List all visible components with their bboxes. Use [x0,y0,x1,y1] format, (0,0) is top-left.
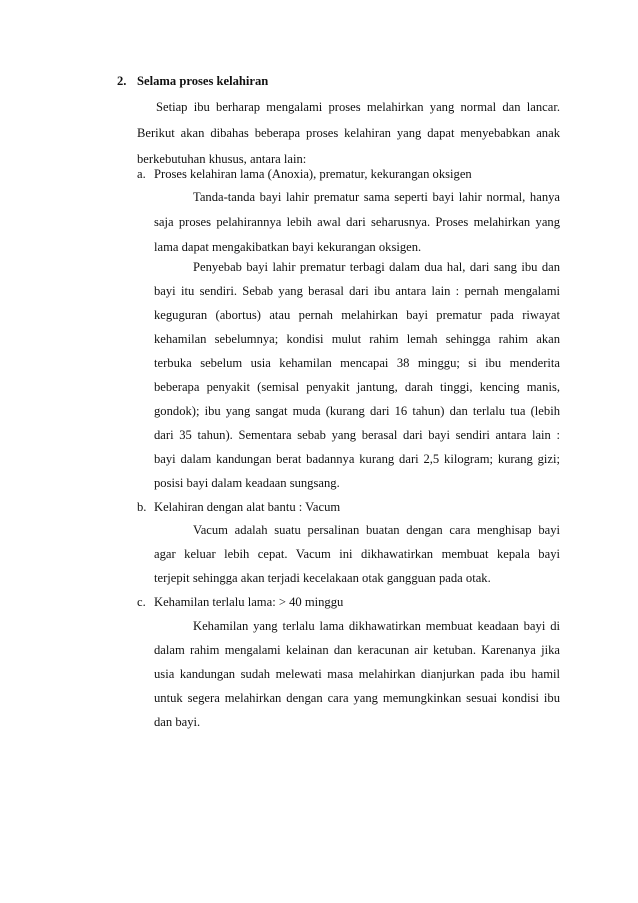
paragraph-line: terbuka sebelum usia kehamilan mencapai 38 minggu; si ibu menderita [154,356,560,370]
paragraph-line: Tanda-tanda bayi lahir prematur sama seperti bayi lahir normal, hanya [193,190,560,204]
paragraph-line: bayi itu sendiri. Sebab yang berasal dari ibu antara lain : pernah mengalami [154,284,560,298]
paragraph-line: Kehamilan yang terlalu lama dikhawatirkan membuat keadaan bayi di [193,619,560,633]
item-c-title: Kehamilan terlalu lama: > 40 minggu [154,595,344,609]
paragraph-line: agar keluar lebih cepat. Vacum ini dikhawatirkan membuat kepala bayi [154,547,560,561]
paragraph-line: untuk segera melahirkan dengan cara yang memungkinkan sesuai kondisi ibu [154,691,560,705]
section-heading: Selama proses kelahiran [137,74,269,88]
paragraph-line: bayi dalam kandungan berat badannya kurang dari 2,5 kilogram; kurang gizi; [154,452,560,466]
paragraph-line: saja proses pelahirannya lebih awal dari seharusnya. Proses melahirkan yang [154,215,560,229]
section-number: 2. [117,74,127,88]
list-marker-c: c. [137,595,146,609]
paragraph-line: dari 35 tahun). Sementara sebab yang berasal dari bayi sendiri antara lain : [154,428,560,442]
paragraph-line: lama dapat mengakibatkan bayi kekurangan oksigen. [154,240,422,254]
intro-line: Berikut akan dibahas beberapa proses kelahiran yang dapat menyebabkan anak [137,126,560,140]
paragraph-line: Penyebab bayi lahir prematur terbagi dalam dua hal, dari sang ibu dan [193,260,560,274]
list-marker-b: b. [137,500,147,514]
paragraph-line: kehamilan sebelumnya; kondisi mulut rahim lemah sehingga rahim akan [154,332,560,346]
paragraph-line: dan bayi. [154,715,201,729]
paragraph-line: posisi bayi dalam keadaan sungsang. [154,476,340,490]
list-marker-a: a. [137,167,146,181]
intro-line: Setiap ibu berharap mengalami proses melahirkan yang normal dan lancar. [156,100,560,114]
item-b-title: Kelahiran dengan alat bantu : Vacum [154,500,341,514]
paragraph-line: usia kandungan sudah melewati masa melahirkan dianjurkan pada ibu hamil [154,667,560,681]
paragraph-line: dalam rahim mengalami kelainan dan keracunan air ketuban. Karenanya jika [154,643,560,657]
item-a-title: Proses kelahiran lama (Anoxia), prematur, kekurangan oksigen [154,167,472,181]
intro-line: berkebutuhan khusus, antara lain: [137,152,307,166]
paragraph-line: gondok); ibu yang sangat muda (kurang dari 16 tahun) dan terlalu tua (lebih [154,404,560,418]
paragraph-line: Vacum adalah suatu persalinan buatan dengan cara menghisap bayi [193,523,560,537]
paragraph-line: beberapa penyakit (semisal penyakit jantung, darah tinggi, kencing manis, [154,380,560,394]
paragraph-line: keguguran (abortus) atau pernah melahirkan bayi prematur pada riwayat [154,308,560,322]
paragraph-line: terjepit sehingga akan terjadi kecelakaan otak gangguan pada otak. [154,571,491,585]
